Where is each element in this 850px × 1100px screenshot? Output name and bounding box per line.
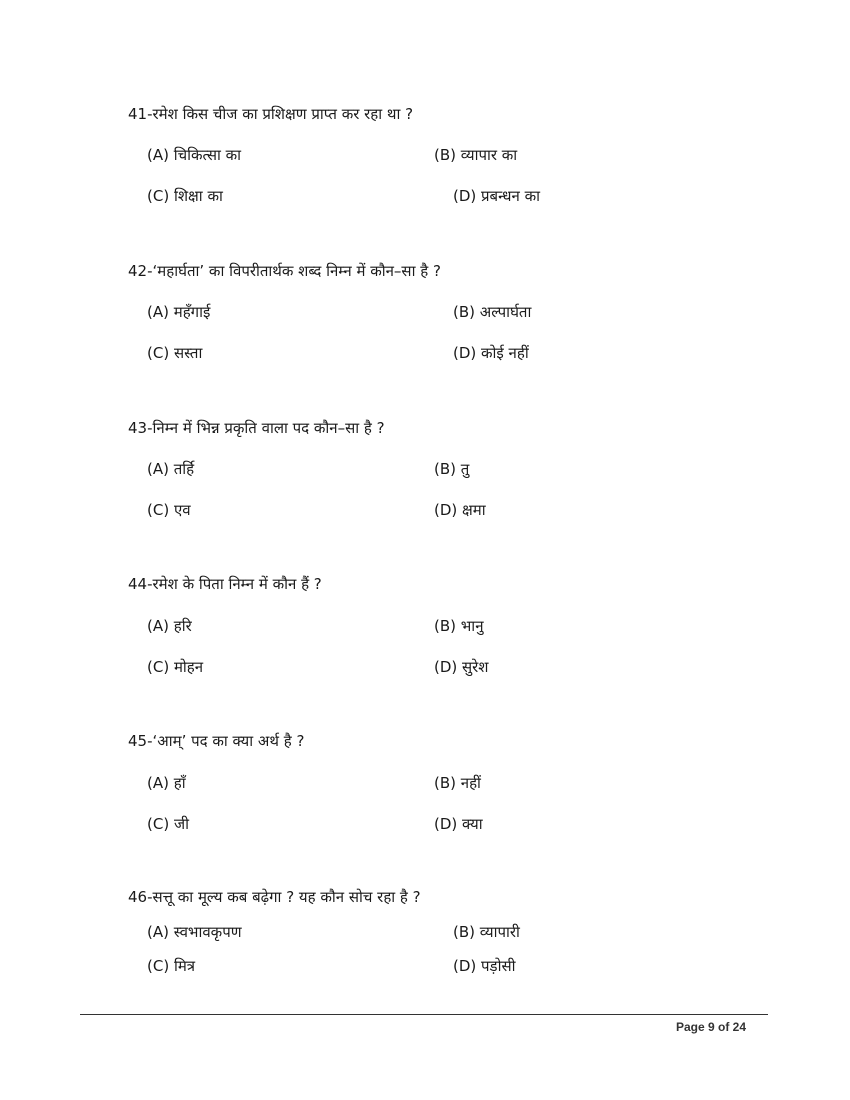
question-41-option-b: (B) व्यापार का bbox=[434, 146, 518, 164]
question-45-option-b: (B) नहीं bbox=[434, 774, 481, 792]
question-46-option-a: (A) स्वभावकृपण bbox=[147, 923, 242, 941]
question-42-option-a: (A) महँगाई bbox=[147, 303, 211, 321]
page-number: Page 9 of 24 bbox=[676, 1020, 747, 1034]
question-41: 41-रमेश किस चीज का प्रशिक्षण प्राप्त कर रहा था ? bbox=[128, 105, 414, 123]
question-44-option-c: (C) मोहन bbox=[147, 658, 204, 676]
question-46-option-c: (C) मित्र bbox=[147, 957, 196, 975]
question-43-option-d: (D) क्षमा bbox=[434, 501, 486, 519]
question-45-option-d: (D) क्या bbox=[434, 815, 483, 833]
question-42-option-d: (D) कोई नहीं bbox=[453, 344, 529, 362]
question-41-option-d: (D) प्रबन्धन का bbox=[453, 187, 541, 205]
question-43-option-c: (C) एव bbox=[147, 501, 191, 519]
question-44-option-d: (D) सुरेश bbox=[434, 658, 489, 676]
question-46-option-b: (B) व्यापारी bbox=[453, 923, 520, 941]
question-46-option-d: (D) पड़ोसी bbox=[453, 957, 516, 975]
footer-divider bbox=[80, 1014, 768, 1015]
question-43-option-b: (B) तु bbox=[434, 460, 470, 478]
question-46: 46-सत्तू का मूल्य कब बढ़ेगा ? यह कौन सोच रहा है ? bbox=[128, 888, 421, 906]
question-45-option-a: (A) हाँ bbox=[147, 774, 186, 792]
question-41-option-a: (A) चिकित्सा का bbox=[147, 146, 242, 164]
question-43-option-a: (A) तर्हि bbox=[147, 460, 195, 478]
question-44-option-a: (A) हरि bbox=[147, 617, 192, 635]
question-44-option-b: (B) भानु bbox=[434, 617, 484, 635]
question-42: 42-‘महार्घता’ का विपरीतार्थक शब्द निम्न में कौन–सा है ? bbox=[128, 262, 441, 280]
question-41-option-c: (C) शिक्षा का bbox=[147, 187, 223, 205]
question-45-option-c: (C) जी bbox=[147, 815, 189, 833]
question-45: 45-‘आम्’ पद का क्या अर्थ है ? bbox=[128, 732, 305, 750]
question-42-option-c: (C) सस्ता bbox=[147, 344, 203, 362]
question-43: 43-निम्न में भिन्न प्रकृति वाला पद कौन–सा है ? bbox=[128, 419, 385, 437]
question-44: 44-रमेश के पिता निम्न में कौन हैं ? bbox=[128, 575, 322, 593]
question-42-option-b: (B) अल्पार्घता bbox=[453, 303, 532, 321]
